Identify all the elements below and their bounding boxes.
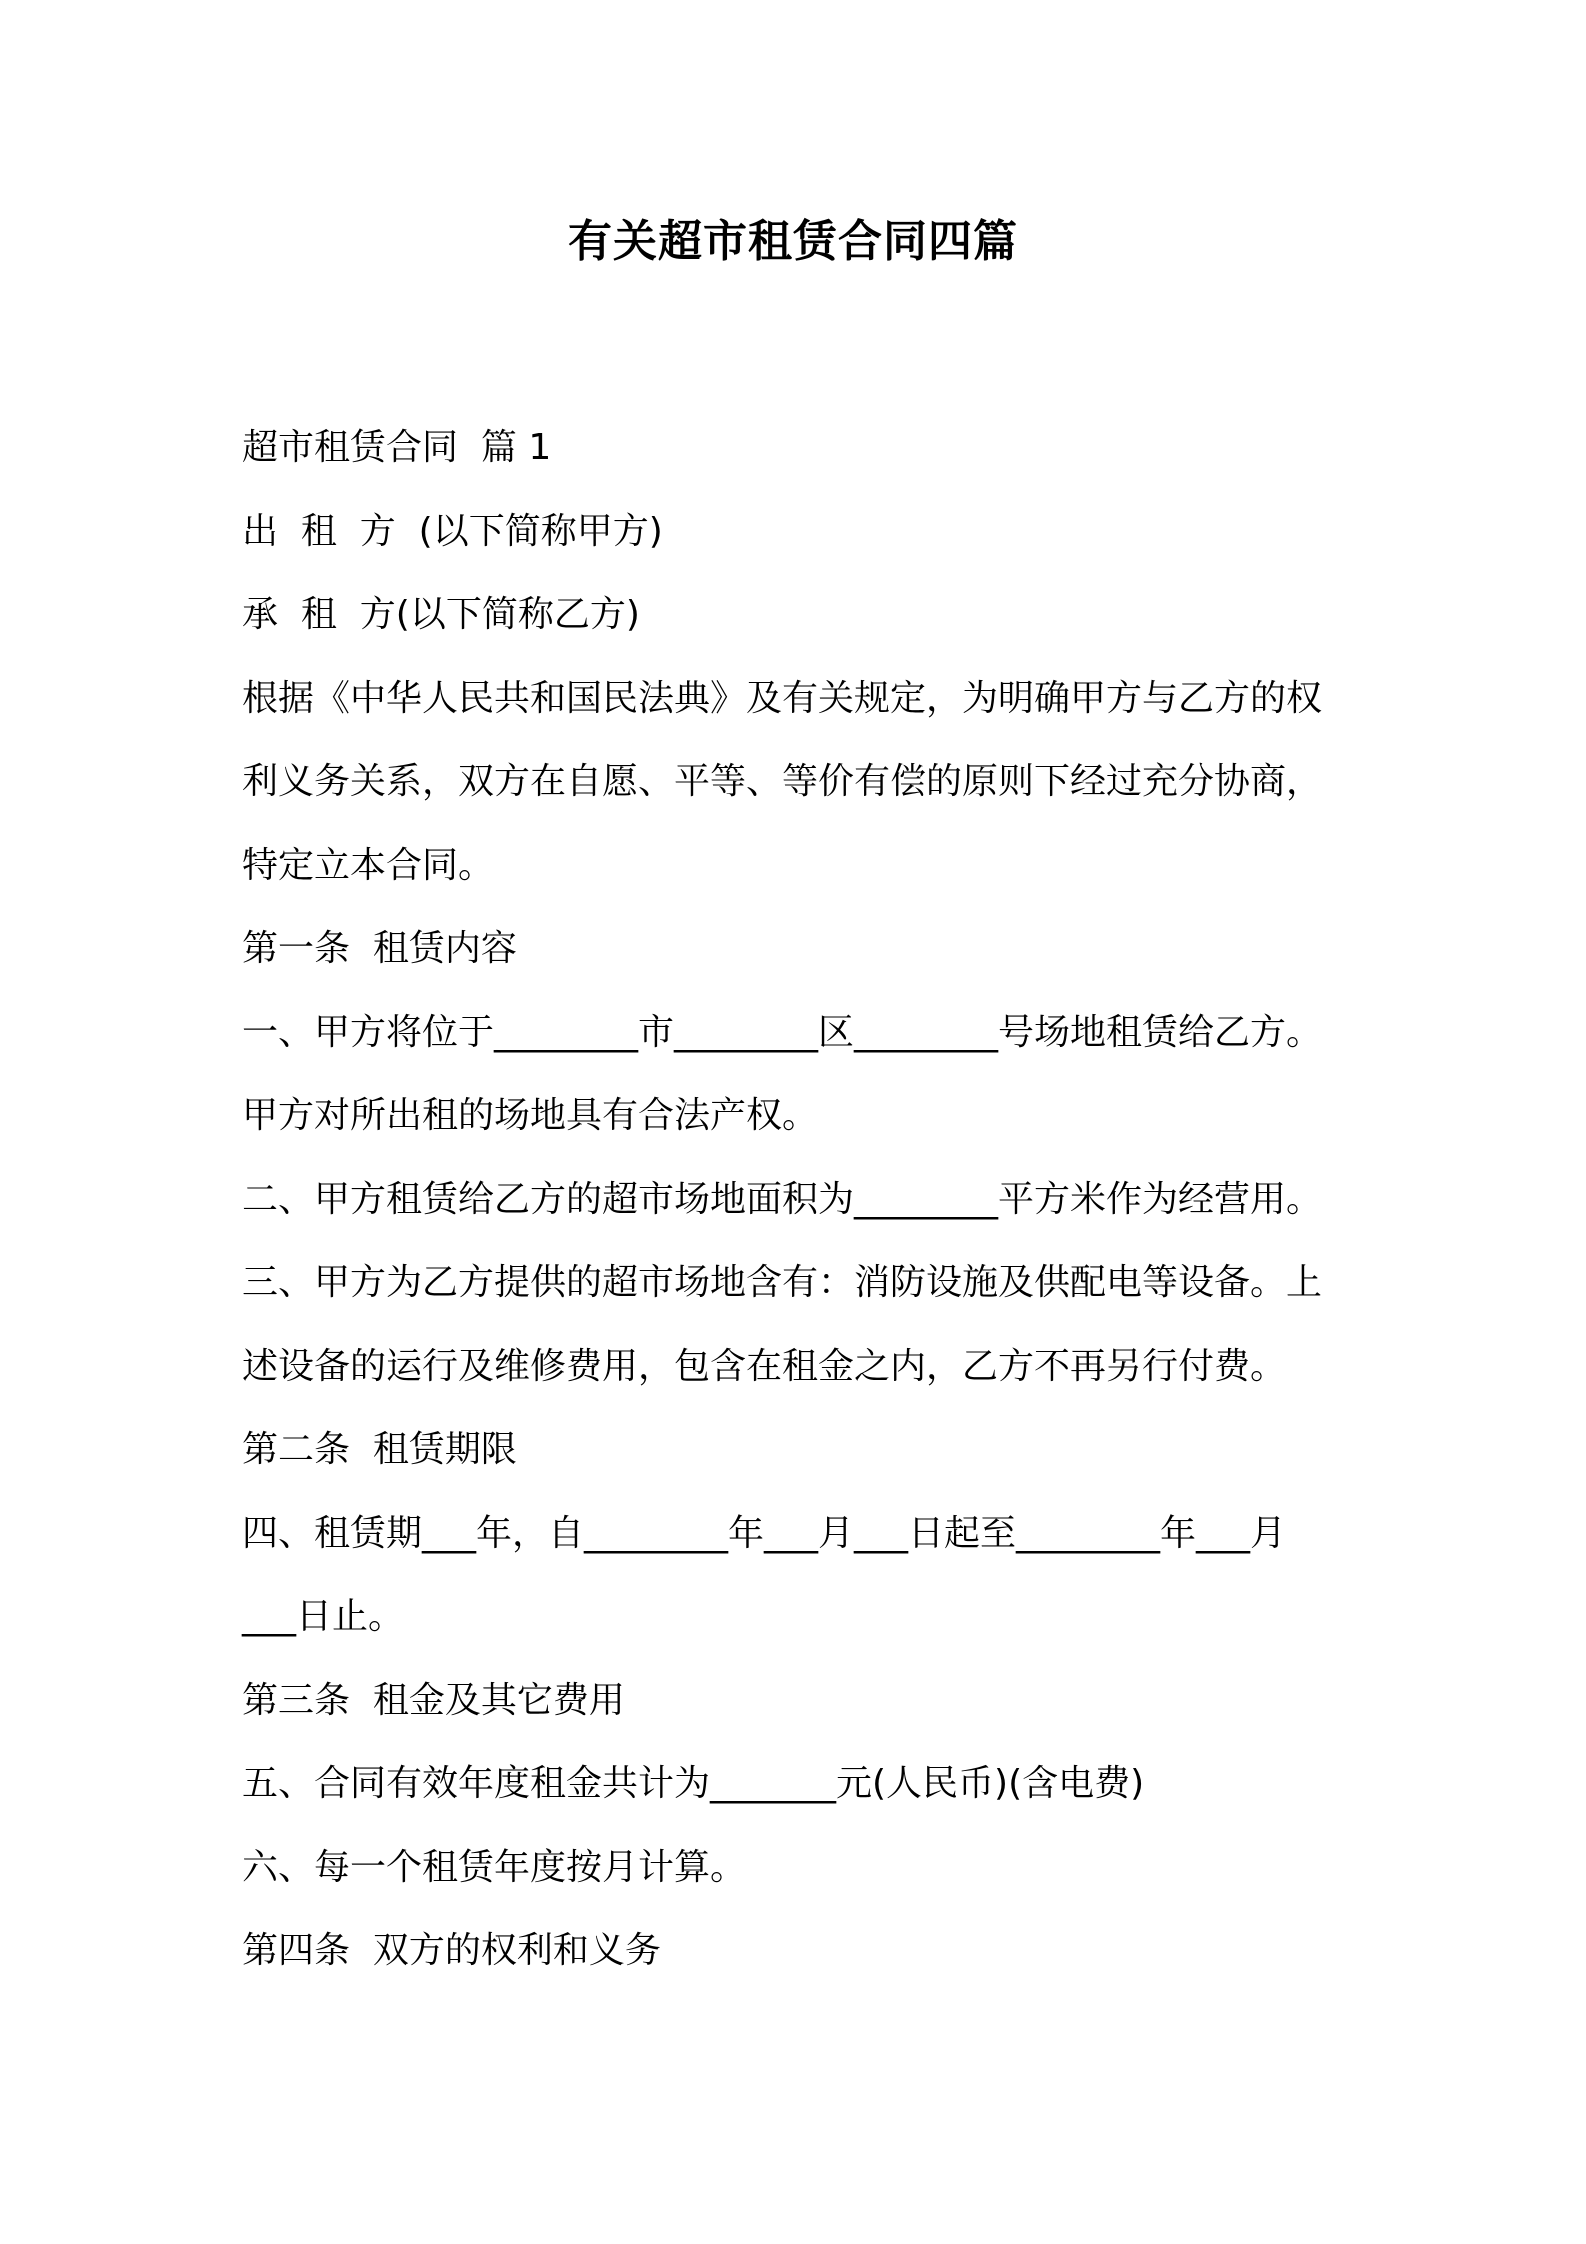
paragraph-line: 五、合同有效年度租金共计为_______元(人民币)(含电费) <box>242 1763 1145 1804</box>
lessor-line: 出 租 方 (以下简称甲方) <box>242 510 663 552</box>
paragraph-line: 利义务关系，双方在自愿、平等、等价有偿的原则下经过充分协商， <box>242 761 1323 802</box>
paragraph-line: ___日止。 <box>242 1596 405 1637</box>
document-title: 有关超市租赁合同四篇 <box>568 216 1018 267</box>
article-heading: 第三条 租金及其它费用 <box>242 1679 625 1721</box>
document-body <box>242 406 1362 1993</box>
paragraph-line: 三、甲方为乙方提供的超市场地含有：消防设施及供配电等设备。上 <box>242 1262 1323 1303</box>
paragraph-line: 一、甲方将位于________市________区________号场地租赁给乙方。 <box>242 1011 1323 1053</box>
paragraph-line: 述设备的运行及维修费用，包含在租金之内，乙方不再另行付费。 <box>242 1345 1287 1387</box>
article-heading: 第一条 租赁内容 <box>242 928 517 969</box>
lessee-line: 承 租 方(以下简称乙方) <box>242 594 640 635</box>
paragraph-line: 根据《中华人民共和国民法典》及有关规定，为明确甲方与乙方的权 <box>242 677 1323 719</box>
article-heading: 第二条 租赁期限 <box>242 1429 517 1470</box>
paragraph-line: 四、租赁期___年，自________年___月___日起至________年___月 <box>242 1512 1287 1554</box>
paragraph-line: 二、甲方租赁给乙方的超市场地面积为________平方米作为经营用。 <box>242 1178 1323 1220</box>
article-heading: 第四条 双方的权利和义务 <box>242 1930 661 1971</box>
paragraph-line: 六、每一个租赁年度按月计算。 <box>242 1846 747 1888</box>
section-heading: 超市租赁合同 篇 1 <box>242 427 552 468</box>
paragraph-line: 特定立本合同。 <box>242 844 495 886</box>
paragraph-line: 甲方对所出租的场地具有合法产权。 <box>242 1095 819 1136</box>
